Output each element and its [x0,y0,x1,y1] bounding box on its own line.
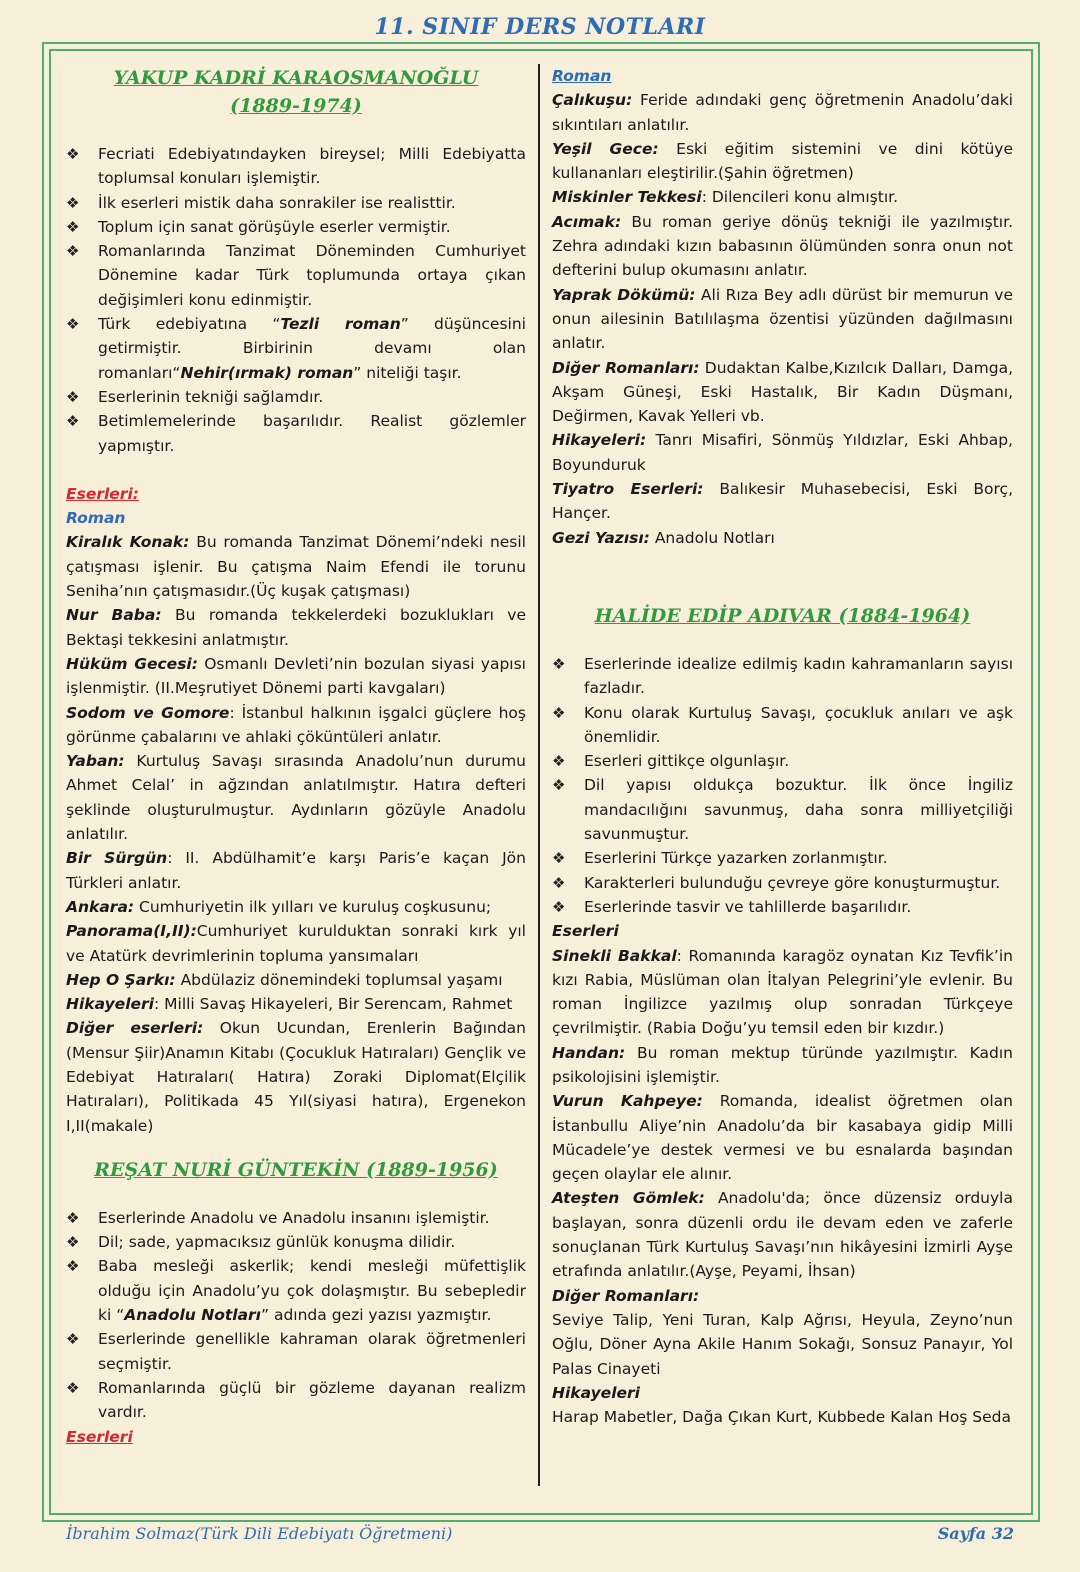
work-item: Yaban: Kurtuluş Savaşı sırasında Anadolu’nun durumu Ahmet Celal’ in ağzından anlatılmıştır. Hatıra defteri şeklinde oluşturulmuştur. Aydınların gözüyle Anadolu anlatılır. [66,752,526,844]
yakup-roman-label: Roman [66,509,126,528]
list-item: ❖ Dil yapısı oldukça bozuktur. İlk önce İngiliz mandacılığını savunmuş, daha sonra milliyetçiliği savunmuştur. [552,773,1013,846]
work-item: Ateşten Gömlek: Anadolu'da; önce düzensiz orduyla başlayan, sonra düzenli ordu ile devam eden ve zaferle sonuçlanan Türk Kurtuluş Savaşı’nın hikâyesini İzmirli Ayşe etrafında anlatılır.(Ayşe, Peyami, İhsan) [552,1189,1013,1281]
footer-page-number: Sayfa 32 [937,1524,1014,1543]
work-item: Handan: Bu roman mektup türünde yazılmıştır. Kadın psikolojisini işlemiştir. [552,1043,1013,1086]
resat-roman-label: Roman [552,67,612,85]
page-title: 11. SINIF DERS NOTLARI [374,14,706,40]
yakup-eserleri-label: Eserleri: [66,484,139,503]
list-item: ❖ Eserlerinde tasvir ve tahlillerde başarılıdır. [552,895,1013,919]
left-column [66,64,526,1449]
diamond-bullet-icon: ❖ [66,315,80,334]
work-item: Diğer Romanları: Dudaktan Kalbe,Kızılcık Dalları, Damga, Akşam Güneşi, Eski Hastalık, Bir Kadın Düşmanı, Değirmen, Kavak Yelleri vb. [552,358,1013,426]
work-item: Diğer eserleri: Okun Ucundan, Erenlerin Bağından (Mensur Şiir)Anamın Kitabı (Çocukluk Hatıraları) Gençlik ve Edebiyat Hatıraları( Hatıra) Zoraki Diplomat(Elçilik Hatıraları), Politikada 45 Yıl(siyasi hatıra), Ergenekon I,II(makale) [66,1019,527,1135]
list-item: ❖ Eserlerinde idealize edilmiş kadın kahramanların sayısı fazladır. [552,652,1013,701]
yakup-heading: YAKUP KADRİ KARAOSMANOĞLU [113,67,479,89]
work-item: Hikayeleri: Milli Savaş Hikayeleri, Bir Serencam, Rahmet [66,995,513,1014]
diamond-bullet-icon: ❖ [66,145,80,163]
list-item: ❖ Eserlerinin tekniği sağlamdır. [66,385,526,409]
list-item: ❖ Türk edebiyatına “Tezli roman” düşüncesini getirmiştir. Birbirinin devamı olan romanları“Nehir(ırmak) roman” niteliği taşır. [66,312,526,385]
diamond-bullet-icon: ❖ [552,654,566,673]
diamond-bullet-icon: ❖ [66,1208,80,1227]
list-item: ❖ Baba mesleği askerlik; kendi mesleği müfettişlik olduğu için Anadolu’yu çok dolaşmıştır. Bu sebepledir ki “Anadolu Notları” adında gezi yazısı yazmıştır. [66,1254,526,1327]
diamond-bullet-icon: ❖ [66,412,80,431]
resat-heading: REŞAT NURİ GÜNTEKİN (1889-1956) [94,1158,498,1181]
work-item: Hikayeleri: Tanrı Misafiri, Sönmüş Yıldızlar, Eski Ahbap, Boyunduruk [552,431,1013,474]
diamond-bullet-icon: ❖ [552,873,566,892]
yakup-years: (1889-1974) [230,95,362,117]
work-item: Panorama(I,II):Cumhuriyet kurulduktan sonraki kırk yıl ve Atatürk devrimlerinin topluma yansımaları [66,922,526,965]
work-item: Bir Sürgün: II. Abdülhamit’e karşı Paris’e kaçan Jön Türkleri anlatır. [66,849,526,892]
halide-hikaye-text: Harap Mabetler, Dağa Çıkan Kurt, Kubbede Kalan Hoş Seda [552,1408,1012,1427]
diamond-bullet-icon: ❖ [552,897,566,916]
halide-eserleri-label: Eserleri [552,922,619,941]
work-item: Sodom ve Gomore: İstanbul halkının işgalci güçlere hoş görünme çabalarını ve ahlaki çöküntüleri anlatır. [66,703,526,746]
work-item: Hep O Şarkı: Abdülaziz dönemindeki toplumsal yaşamı [66,970,503,989]
list-item: ❖ Romanlarında güçlü bir gözleme dayanan realizm vardır. [66,1376,526,1425]
work-item: Çalıkuşu: Feride adındaki genç öğretmenin Anadolu’daki sıkıntıları anlatılır. [552,91,1013,134]
resat-eserleri-label: Eserleri [66,1427,133,1446]
diamond-bullet-icon: ❖ [66,242,80,261]
list-item: ❖ Romanlarında Tanzimat Döneminden Cumhuriyet Dönemine kadar Türk toplumunda ortaya çıkan değişimleri konu edinmiştir. [66,239,526,312]
halide-diger-text: Seviye Talip, Yeni Turan, Kalp Ağrısı, Heyula, Zeyno’nun Oğlu, Döner Ayna Akile Hanım Sokağı, Sonsuz Panayır, Yol Palas Cinayeti [552,1310,1013,1378]
work-item: Hüküm Gecesi: Osmanlı Devleti’nin bozulan siyasi yapısı işlenmiştir. (II.Meşrutiyet Dönemi parti kavgaları) [66,654,526,698]
diamond-bullet-icon: ❖ [66,1378,80,1397]
list-item: ❖ Betimlemelerinde başarılıdır. Realist gözlemler yapmıştır. [66,409,526,458]
work-item: Nur Baba: Bu romanda tekkelerdeki bozuklukları ve Bektaşi tekkesini anlatmıştır. [66,606,527,649]
work-item: Gezi Yazısı: Anadolu Notları [552,528,775,547]
footer-author: İbrahim Solmaz(Türk Dili Edebiyatı Öğretmeni) [66,1524,453,1543]
yakup-bullets [66,142,526,458]
list-item: ❖ Eserlerinde Anadolu ve Anadolu insanını işlemiştir. [66,1206,526,1230]
list-item: ❖ Eserleri gittikçe olgunlaşır. [552,749,1013,773]
column-divider [538,64,540,1486]
list-item: ❖ Eserlerini Türkçe yazarken zorlanmıştır. [552,846,1013,870]
work-item: Tiyatro Eserleri: Balıkesir Muhasebecisi, Eski Borç, Hançer. [552,480,1014,523]
diamond-bullet-icon: ❖ [66,1257,80,1276]
list-item: ❖ Dil; sade, yapmacıksız günlük konuşma dilidir. [66,1230,526,1254]
list-item: ❖ Toplum için sanat görüşüyle eserler vermiştir. [66,215,526,239]
work-item: Miskinler Tekkesi: Dilencileri konu almıştır. [552,188,899,207]
work-item: Sinekli Bakkal: Romanında karagöz oynatan Kız Tevfik’in kızı Rabia, Müslüman olan İtalyan Pelegrini’yle evlenir. Bu roman İngilizce yazılmış olup sonradan Türkçeye çevrilmiştir. (Rabia Doğu’yu temsil eden bir kızdır.) [552,946,1013,1038]
halide-hikaye-label: Hikayeleri [552,1383,640,1402]
work-item: Yaprak Dökümü: Ali Rıza Bey adlı dürüst bir memurun ve onun ailesinin Batılılaşma özentisi yüzünden dağılmasını anlatır. [552,285,1013,353]
list-item: ❖ Eserlerinde genellikle kahraman olarak öğretmenleri seçmiştir. [66,1327,526,1376]
work-item: Kiralık Konak: Bu romanda Tanzimat Dönemi’ndeki nesil çatışması işlenir. Bu çatışma Naim Efendi ile torunu Seniha’nın çatışmasıdır.(Üç kuşak çatışması) [66,533,526,601]
list-item: ❖ Konu olarak Kurtuluş Savaşı, çocukluk anıları ve aşk önemlidir. [552,701,1013,750]
diamond-bullet-icon: ❖ [66,387,80,406]
diamond-bullet-icon: ❖ [66,193,80,212]
diamond-bullet-icon: ❖ [66,1330,80,1349]
diamond-bullet-icon: ❖ [552,849,566,868]
right-column [552,64,1013,1429]
list-item: ❖ Karakterleri bulunduğu çevreye göre konuşturmuştur. [552,871,1013,895]
work-item: Vurun Kahpeye: Romanda, idealist öğretmen olan İstanbullu Aliye’nin Anadolu’da bir kasabaya gidip Milli Mücadele’ye destek vermesi ve bu esnalarda başından geçen olaylar ele alınır. [552,1092,1013,1184]
diamond-bullet-icon: ❖ [552,752,566,771]
diamond-bullet-icon: ❖ [66,1233,80,1252]
diamond-bullet-icon: ❖ [552,776,566,795]
list-item: ❖ İlk eserleri mistik daha sonrakiler ise realisttir. [66,191,526,215]
work-item: Yeşil Gece: Eski eğitim sistemini ve dini kötüye kullananları eleştirilir.(Şahin öğretmen) [552,139,1013,183]
halide-heading: HALİDE EDİP ADIVAR (1884-1964) [594,604,971,627]
resat-bullets [66,1206,526,1425]
diamond-bullet-icon: ❖ [552,703,566,722]
diamond-bullet-icon: ❖ [66,217,80,236]
work-item: Ankara: Cumhuriyetin ilk yılları ve kuruluş coşkusunu; [66,897,492,916]
halide-bullets [552,652,1013,919]
work-item: Acımak: Bu roman geriye dönüş tekniği ile yazılmıştır. Zehra adındaki kızın babasının ölümünden sonra onun not defterini bulup okumasını anlatır. [552,212,1013,280]
halide-diger-label: Diğer Romanları: [552,1286,700,1305]
list-item: ❖ Fecriati Edebiyatındayken bireysel; Milli Edebiyatta toplumsal konuları işlemiştir. [66,142,526,191]
